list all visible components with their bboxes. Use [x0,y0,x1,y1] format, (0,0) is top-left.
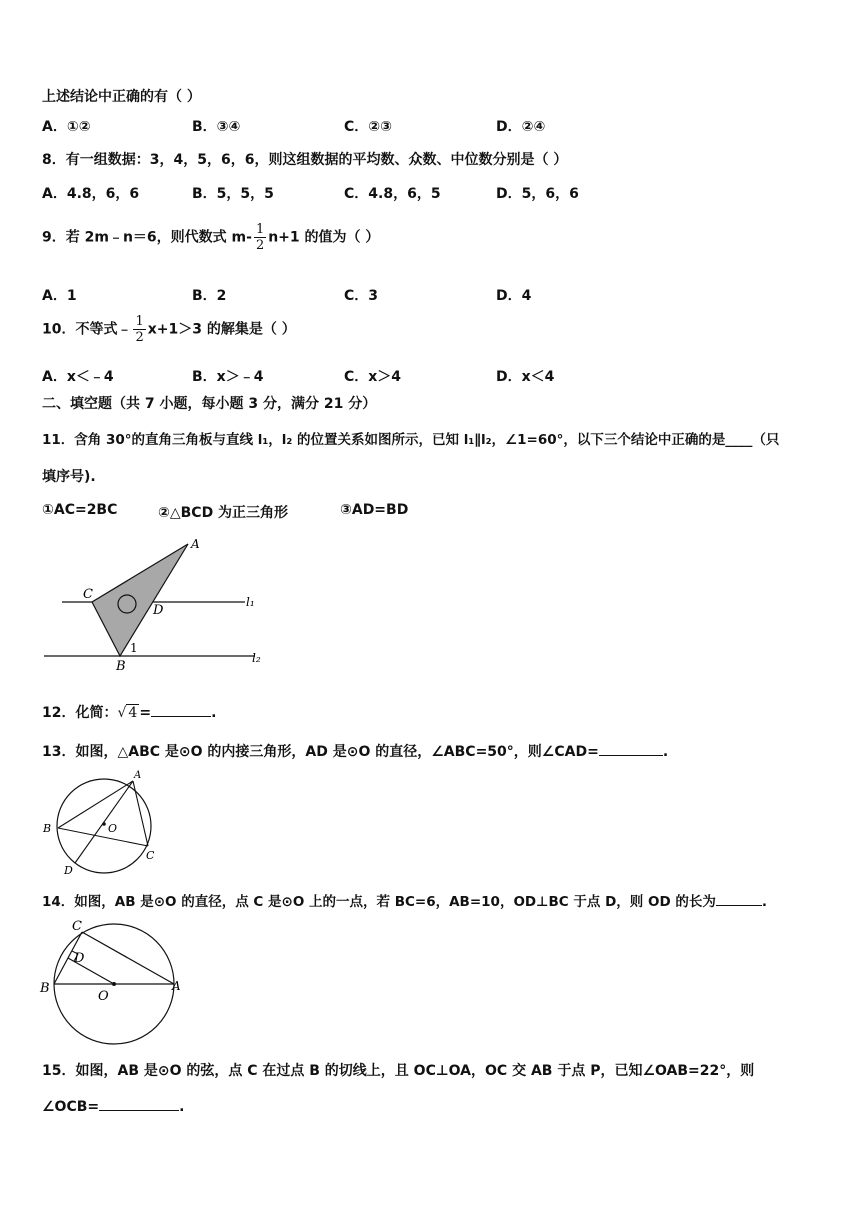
q14-figure [38,914,186,1046]
q8-stem: 8．有一组数据：3，4，5，6，6，则这组数据的平均数、众数、中位数分别是（ ） [42,152,568,168]
diameter-ad [75,781,133,863]
q14-answer-blank[interactable] [716,891,762,906]
q10-frac-num: 1 [135,314,144,329]
q8-option-b: B．5，5，5 [192,186,274,202]
q10-prefix: 10．不等式﹣ [42,321,132,338]
label-c: C [83,587,93,602]
q15-line1: 15．如图，AB 是⊙O 的弦，点 C 在过点 B 的切线上，且 OC⊥OA，OC 交 AB 于点 P，已知∠OAB=22°，则 [42,1063,755,1079]
q15-line2 [42,1096,184,1115]
q15-prefix: ∠OCB= [42,1099,100,1115]
q10-suffix: x+1＞3 的解集是（ ） [147,321,296,338]
label-a: A [191,537,200,551]
q10-frac-den: 2 [135,330,144,345]
q10-option-d: D．x＜4 [496,369,555,385]
label-o: O [98,989,109,1004]
q7-stem: 上述结论中正确的有（ ） [42,89,201,105]
q14-stem [42,890,767,910]
q9-fraction [254,222,266,253]
q15-answer-blank[interactable] [99,1096,179,1111]
q7-option-c: C．②③ [344,119,392,135]
q10-fraction [133,314,145,345]
label-b: B [116,659,126,672]
q11-line1: 11．含角 30°的直角三角板与直线 l₁，l₂ 的位置关系如图所示，已知 l₁∥l₂，∠1=60°，以下三个结论中正确的是____（只 [42,432,780,448]
label-o: O [108,822,118,835]
q7-option-a: A．①② [42,119,91,135]
q12-stem [42,702,216,722]
q15-end: . [179,1099,185,1115]
q12-sqrt: √ 4 [117,705,138,721]
center-point [102,822,106,826]
label-d: D [64,864,73,877]
q13-answer-blank[interactable] [599,741,663,756]
section-heading-fill-in: 二、填空题（共 7 小题，每小题 3 分，满分 21 分） [42,396,377,412]
circle-o [57,779,151,873]
label-c: C [72,919,82,934]
center-point [112,982,116,986]
q13-text: 13．如图，△ABC 是⊙O 的内接三角形，AD 是⊙O 的直径，∠ABC=50°，则∠CAD= [42,744,599,760]
q11-conclusion-2: ②△BCD 为正三角形 [158,505,289,521]
label-a: A [172,979,181,993]
q13-figure [38,766,168,880]
q9-option-b: B．2 [192,288,227,304]
q12-end: . [211,705,217,721]
triangle-abc [92,544,188,656]
q9-stem [42,222,379,253]
q9-option-d: D．4 [496,288,532,304]
q9-prefix: 9．若 2m﹣n＝6，则代数式 m- [42,229,252,246]
q11-conclusion-1: ①AC=2BC [42,502,118,518]
segment-ab [58,781,133,828]
q8-option-d: D．5，6，6 [496,186,579,202]
q13-stem [42,741,668,761]
q14-text: 14．如图，AB 是⊙O 的直径，点 C 是⊙O 上的一点，若 BC=6，AB=10，OD⊥BC 于点 D，则 OD 的长为 [42,894,716,910]
q10-stem [42,314,296,345]
q10-option-a: A．x＜﹣4 [42,369,114,385]
label-l2: l₂ [252,651,261,665]
q7-option-d: D．②④ [496,119,546,135]
q12-radicand: 4 [128,705,138,721]
q9-frac-num: 1 [255,222,265,237]
label-b: B [43,822,52,835]
segment-ca [82,932,174,984]
segment-bc [58,828,148,846]
q12-equals: = [139,705,152,721]
q8-option-c: C．4.8，6，5 [344,186,441,202]
segment-ac [133,781,148,846]
q10-option-c: C．x＞4 [344,369,402,385]
label-l1: l₁ [246,595,255,609]
q11-figure [40,532,280,672]
label-angle-1: 1 [130,641,138,655]
q10-option-b: B．x＞﹣4 [192,369,264,385]
label-d: D [153,603,164,618]
q7-option-b: B．③④ [192,119,241,135]
q11-conclusion-3: ③AD=BD [340,502,409,518]
label-c: C [146,849,155,862]
q12-answer-blank[interactable] [151,702,211,717]
q14-end: . [761,894,767,910]
q9-suffix: n+1 的值为（ ） [268,229,380,246]
label-a: A [134,770,142,781]
label-d: D [74,951,85,966]
label-b: B [40,981,50,996]
q12-prefix: 12．化简： [42,705,118,721]
q11-line2: 填序号). [42,469,96,485]
q8-option-a: A．4.8，6，6 [42,186,140,202]
q9-option-a: A．1 [42,288,77,304]
q9-option-c: C．3 [344,288,379,304]
q13-end: . [662,744,669,760]
q9-frac-den: 2 [255,238,265,253]
